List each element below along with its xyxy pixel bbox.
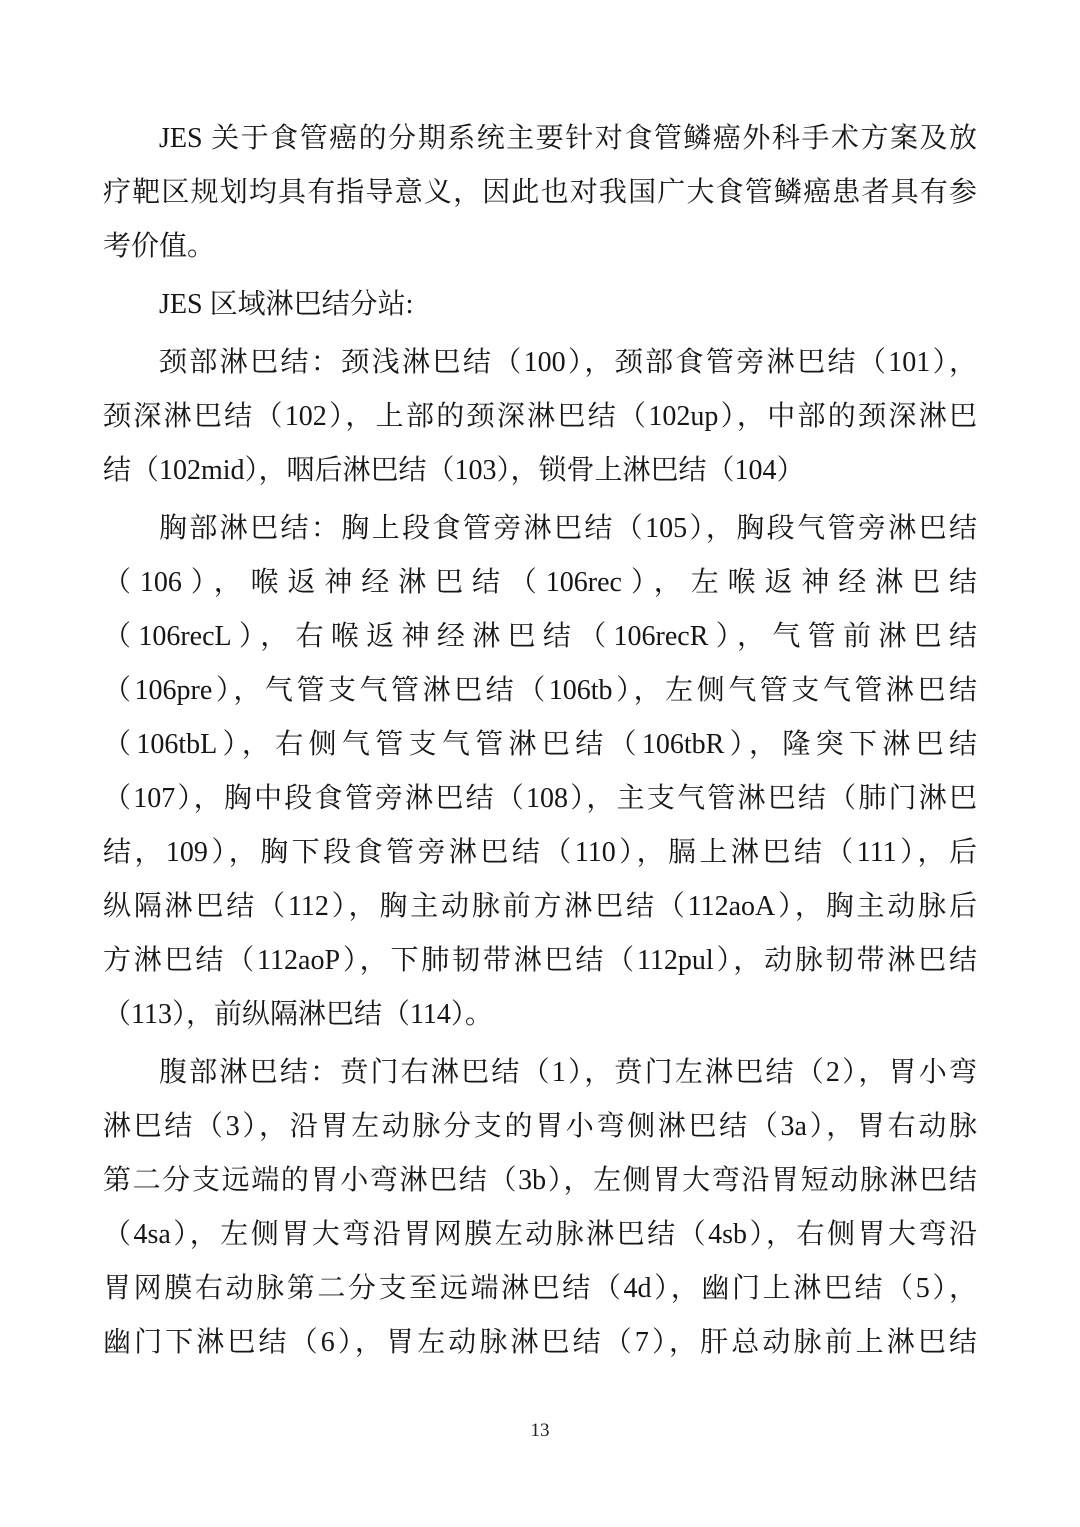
text-line: 胸部淋巴结：胸上段食管旁淋巴结（105），胸段气管旁淋巴结 xyxy=(159,513,977,544)
paragraph-intro xyxy=(103,112,977,274)
text-line: （113），前纵隔淋巴结（114）。 xyxy=(103,999,493,1030)
text-line: 颈深淋巴结（102），上部的颈深淋巴结（102up），中部的颈深淋巴 xyxy=(103,401,977,432)
paragraph-neck-nodes xyxy=(103,336,977,498)
text-line: 结（102mid），咽后淋巴结（103），锁骨上淋巴结（104） xyxy=(103,455,805,486)
text-line: （107），胸中段食管旁淋巴结（108），主支气管淋巴结（肺门淋巴 xyxy=(103,783,977,814)
text-line: 胃网膜右动脉第二分支至远端淋巴结（4d），幽门上淋巴结（5）， xyxy=(103,1273,977,1304)
text-line: 纵隔淋巴结（112），胸主动脉前方淋巴结（112aoA），胸主动脉后 xyxy=(103,891,977,922)
page-number: 13 xyxy=(530,1420,550,1441)
text-line: 腹部淋巴结：贲门右淋巴结（1），贲门左淋巴结（2），胃小弯 xyxy=(159,1057,977,1088)
paragraph-abdominal-nodes xyxy=(103,1046,977,1370)
text-line: （4sa），左侧胃大弯沿胃网膜左动脉淋巴结（4sb），右侧胃大弯沿 xyxy=(103,1219,977,1250)
text-line: （106pre），气管支气管淋巴结（106tb），左侧气管支气管淋巴结 xyxy=(103,675,977,706)
text-line: 颈部淋巴结：颈浅淋巴结（100），颈部食管旁淋巴结（101）， xyxy=(159,347,977,378)
text-line: 幽门下淋巴结（6），胃左动脉淋巴结（7），肝总动脉前上淋巴结 xyxy=(103,1327,977,1358)
text-line: 淋巴结（3），沿胃左动脉分支的胃小弯侧淋巴结（3a），胃右动脉 xyxy=(103,1111,977,1142)
text-line: 考价值。 xyxy=(103,231,216,262)
paragraph-jes-stations-heading xyxy=(103,278,977,332)
text-line: 方淋巴结（112aoP），下肺韧带淋巴结（112pul），动脉韧带淋巴结 xyxy=(103,945,977,976)
text-line: （106），喉返神经淋巴结（106rec），左喉返神经淋巴结 xyxy=(103,567,977,598)
text-line: （106recL），右喉返神经淋巴结（106recR），气管前淋巴结 xyxy=(103,621,977,652)
text-line: JES 关于食管癌的分期系统主要针对食管鳞癌外科手术方案及放 xyxy=(159,123,977,154)
text-line: （106tbL），右侧气管支气管淋巴结（106tbR），隆突下淋巴结 xyxy=(103,729,977,760)
paragraph-thoracic-nodes xyxy=(103,502,977,1042)
text-line: JES 区域淋巴结分站: xyxy=(159,289,414,320)
text-line: 疗靶区规划均具有指导意义，因此也对我国广大食管鳞癌患者具有参 xyxy=(103,177,977,208)
text-line: 第二分支远端的胃小弯淋巴结（3b），左侧胃大弯沿胃短动脉淋巴结 xyxy=(103,1165,977,1196)
document-content xyxy=(103,112,977,1374)
text-line: 结，109），胸下段食管旁淋巴结（110），膈上淋巴结（111），后 xyxy=(103,837,977,868)
